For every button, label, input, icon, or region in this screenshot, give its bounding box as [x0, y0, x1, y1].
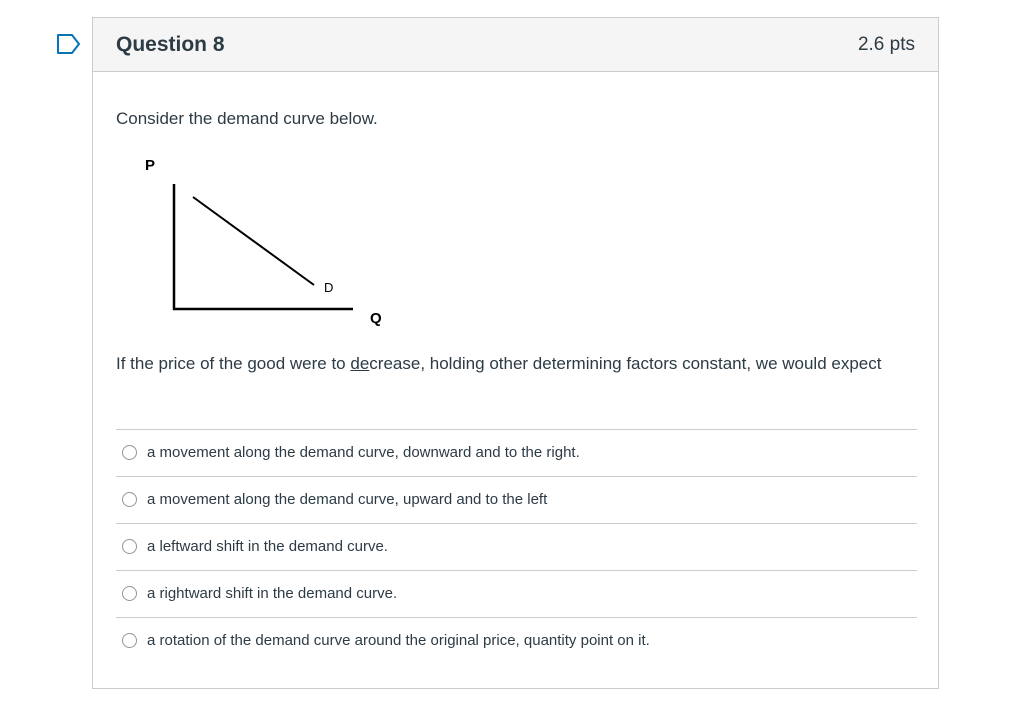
question-header — [93, 18, 938, 72]
curve-label: D — [324, 280, 334, 295]
demand-curve-graph — [133, 156, 393, 336]
stem-text-after: crease, holding other determining factors constant, we would expect — [369, 354, 882, 373]
flag-question-icon[interactable] — [56, 33, 82, 55]
answer-option[interactable] — [116, 476, 917, 523]
stem-text-before: If the price of the good were to — [116, 354, 351, 373]
answer-label: a movement along the demand curve, downward and to the right. — [147, 444, 580, 461]
answer-label: a rotation of the demand curve around the original price, quantity point on it. — [147, 632, 650, 649]
stem-underlined: de — [350, 354, 370, 373]
answer-option[interactable] — [116, 523, 917, 570]
answer-label: a rightward shift in the demand curve. — [147, 585, 398, 602]
question-title: Question 8 — [116, 33, 225, 56]
answer-label: a leftward shift in the demand curve. — [147, 538, 388, 555]
question-intro: Consider the demand curve below. — [116, 109, 378, 128]
question-points: 2.6 pts — [857, 34, 915, 55]
radio-button[interactable] — [122, 586, 137, 601]
radio-button[interactable] — [122, 492, 137, 507]
radio-button[interactable] — [122, 539, 137, 554]
radio-button[interactable] — [122, 445, 137, 460]
radio-button[interactable] — [122, 633, 137, 648]
answer-option[interactable] — [116, 570, 917, 617]
y-axis-label: P — [145, 157, 156, 174]
answer-option[interactable] — [116, 429, 917, 476]
x-axis-label: Q — [370, 310, 382, 327]
question-stem — [116, 350, 896, 378]
answer-option[interactable] — [116, 617, 917, 664]
answer-label: a movement along the demand curve, upward and to the left — [147, 491, 548, 508]
demand-curve — [193, 197, 314, 285]
question-card — [92, 17, 939, 689]
answer-list — [116, 429, 917, 664]
